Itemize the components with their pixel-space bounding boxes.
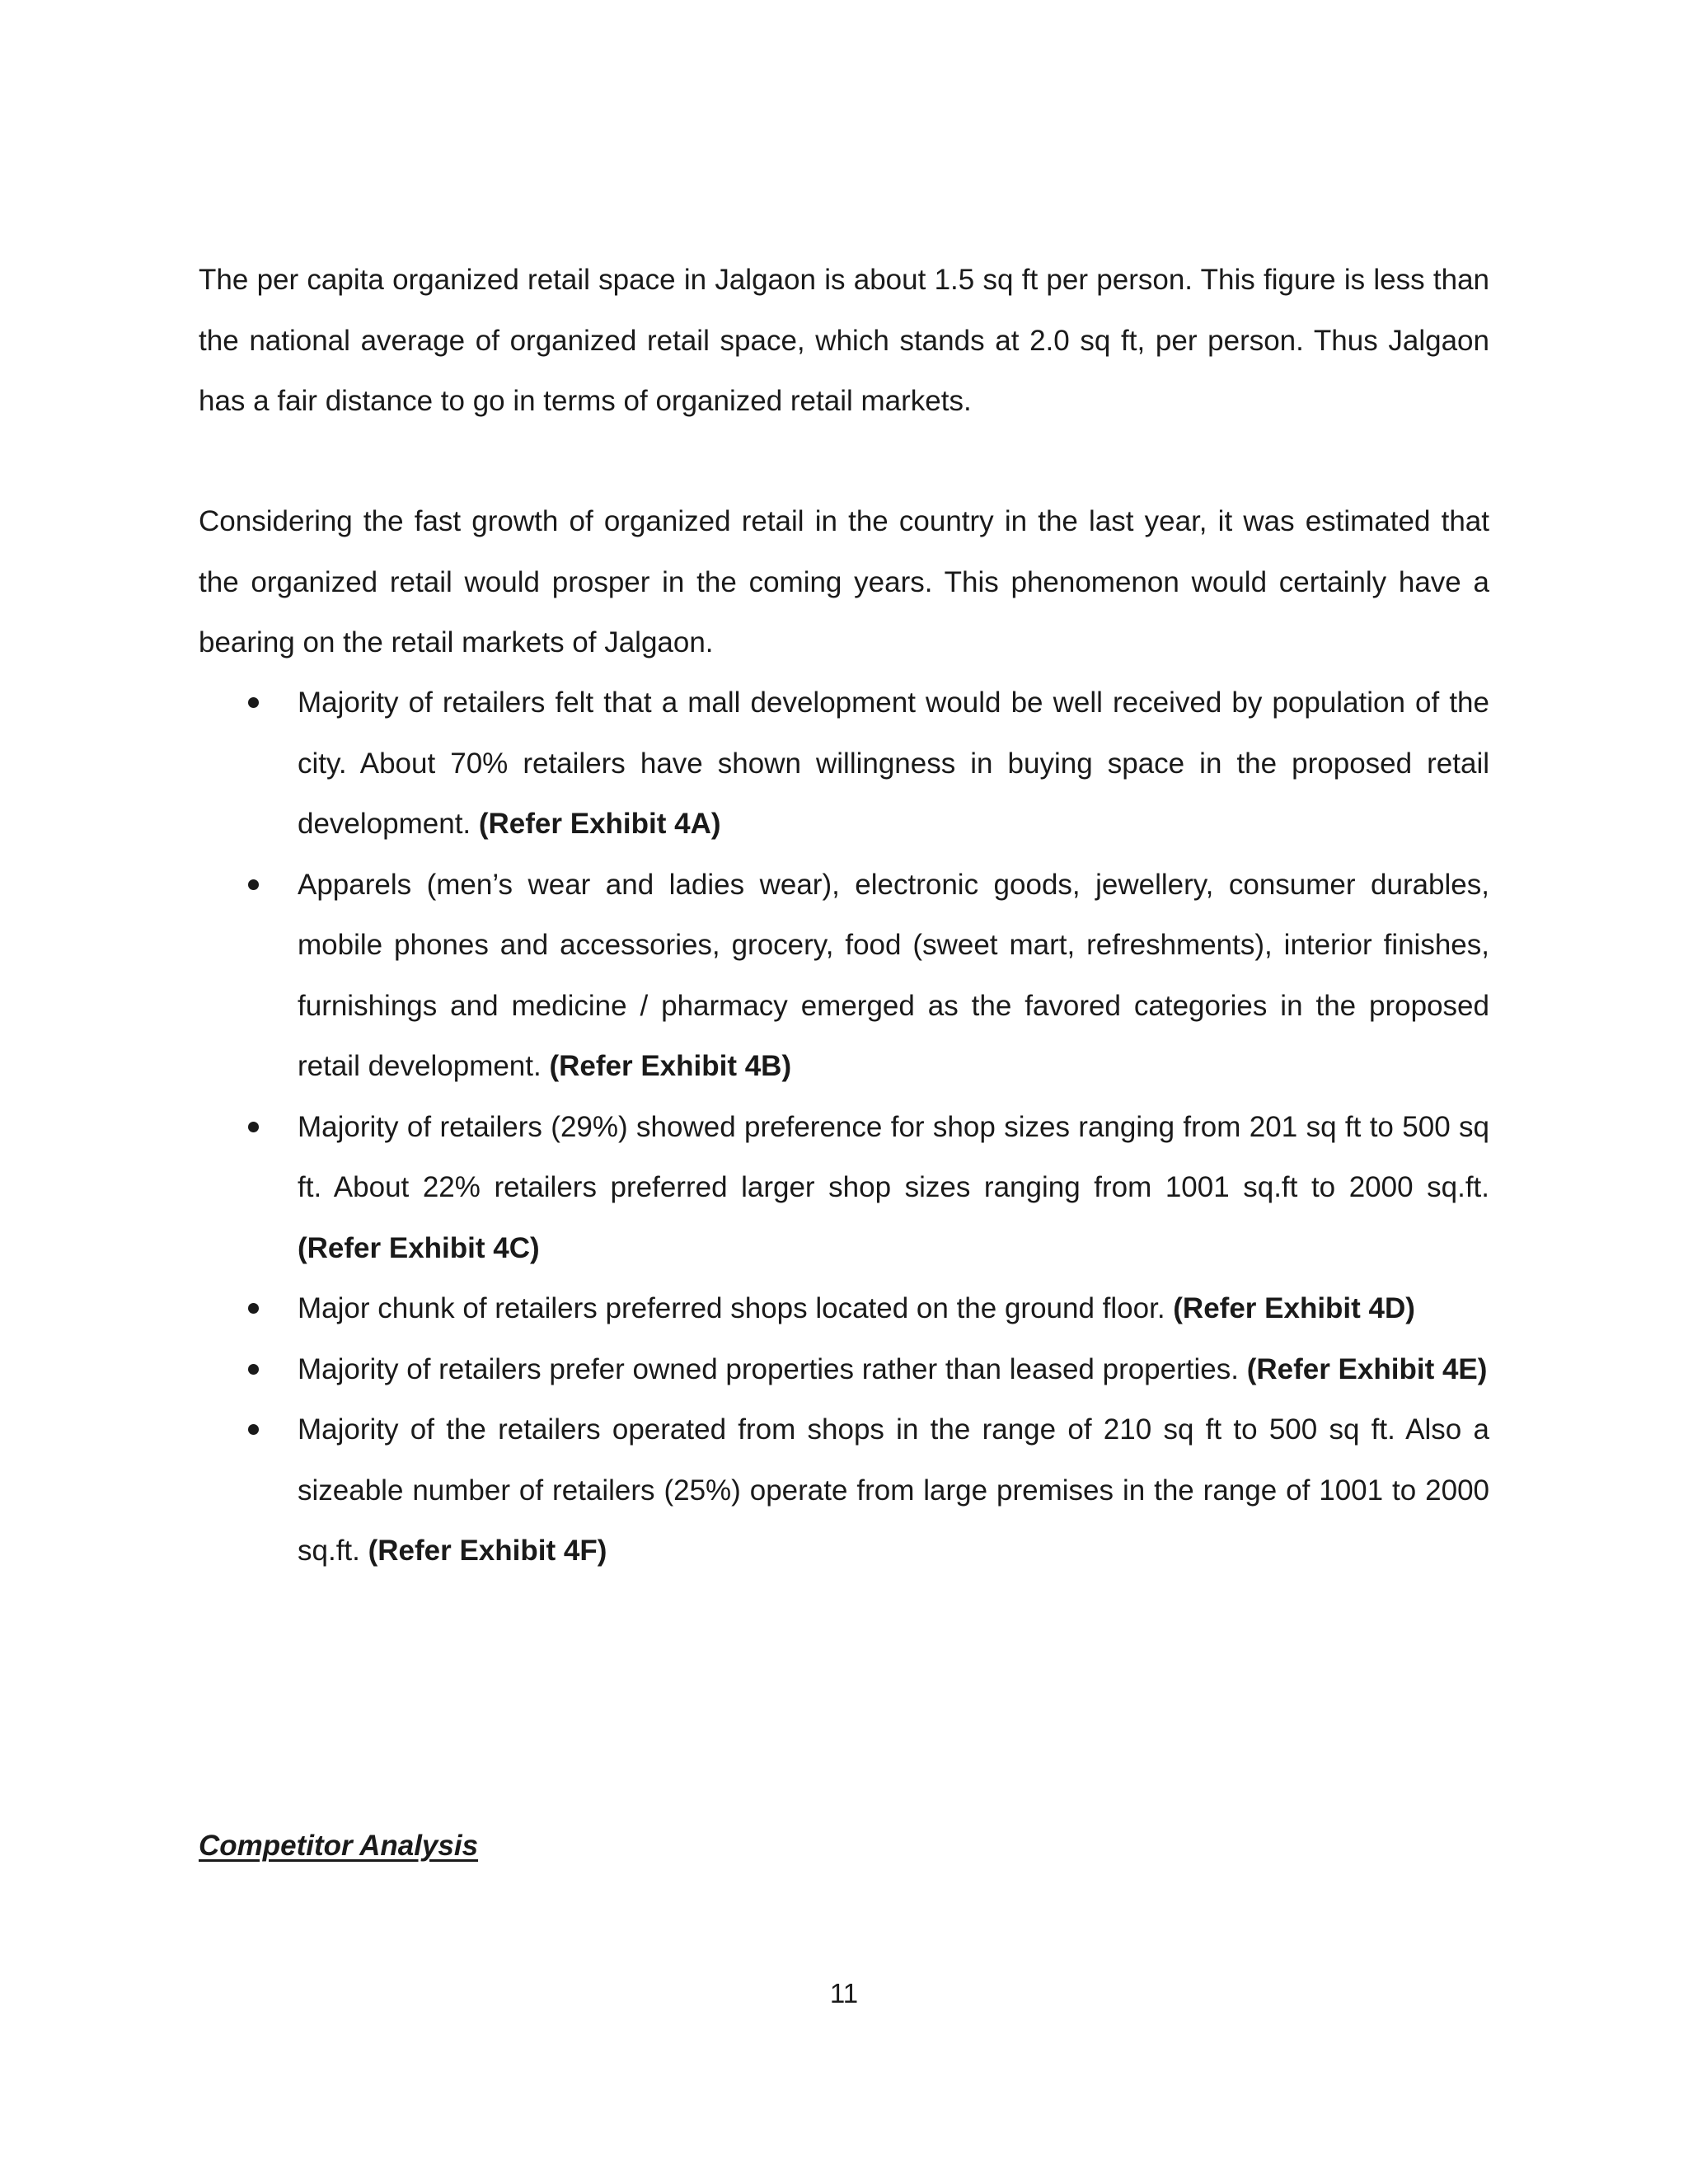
bullet-item-ground-floor [199, 1278, 1489, 1339]
paragraph-retail-space: The per capita organized retail space in Jalgaon is about 1.5 sq ft per person. This figure is less than the national average of organized retail space, which stands at 2.0 sq ft, per person. Thus Jalgaon has a fair distance to go in terms of organized retail markets. [199, 264, 1489, 417]
exhibit-reference: (Refer Exhibit 4C) [298, 1231, 540, 1264]
bullet-dot-icon [248, 879, 259, 890]
bullet-text: Majority of retailers (29%) showed preference for shop sizes ranging from 201 sq ft to 500 sq ft. About 22% retailers preferred larger shop sizes ranging from 1001 sq.ft to 2000 sq.ft. [298, 1110, 1489, 1203]
bullet-dot-icon [248, 1303, 259, 1314]
bullet-item-shop-size-preference [199, 1097, 1489, 1279]
section-heading-competitor-analysis: Competitor Analysis [199, 1830, 479, 1862]
bullet-dot-icon [248, 697, 259, 708]
bullet-dot-icon [248, 1122, 259, 1132]
bullet-text: Apparels (men’s wear and ladies wear), electronic goods, jewellery, consumer durables, mobile phones and accessories, grocery, food (sweet mart, refreshments), interior finishes, furnishings and medicine / pharmacy emerged as the favored categories in the proposed retail development. [298, 868, 1489, 1082]
bullet-dot-icon [248, 1364, 259, 1375]
exhibit-reference: (Refer Exhibit 4A) [478, 808, 721, 840]
exhibit-reference: (Refer Exhibit 4E) [1246, 1352, 1488, 1385]
bullet-text: Majority of retailers felt that a mall development would be well received by population of the city. About 70% retailers have shown willingness in buying space in the proposed retail development. [298, 687, 1489, 840]
paragraph-retail-growth: Considering the fast growth of organized retail in the country in the last year, it was estimated that the organized retail would prosper in the coming years. This phenomenon would certainly have a bearing on the retail markets of Jalgaon. [199, 505, 1489, 658]
bullet-text: Majority of retailers prefer owned properties rather than leased properties. [298, 1352, 1247, 1385]
bullet-item-mall-development [199, 673, 1489, 855]
exhibit-reference: (Refer Exhibit 4D) [1173, 1292, 1415, 1324]
bullet-item-current-shop-range [199, 1399, 1489, 1582]
bullet-item-owned-properties [199, 1339, 1489, 1400]
bullet-text: Majority of the retailers operated from shops in the range of 210 sq ft to 500 sq ft. Also a sizeable number of retailers (25%) operate from large premises in the range of 1001 to 2000 sq.ft. [298, 1413, 1489, 1567]
page-number: 11 [829, 1978, 859, 2008]
exhibit-reference: (Refer Exhibit 4B) [549, 1050, 792, 1082]
findings-bullet-list [199, 673, 1489, 1582]
bullet-item-favored-categories [199, 855, 1489, 1097]
bullet-dot-icon [248, 1424, 259, 1435]
exhibit-reference: (Refer Exhibit 4F) [368, 1535, 607, 1567]
bullet-text: Major chunk of retailers preferred shops located on the ground floor. [298, 1292, 1174, 1324]
